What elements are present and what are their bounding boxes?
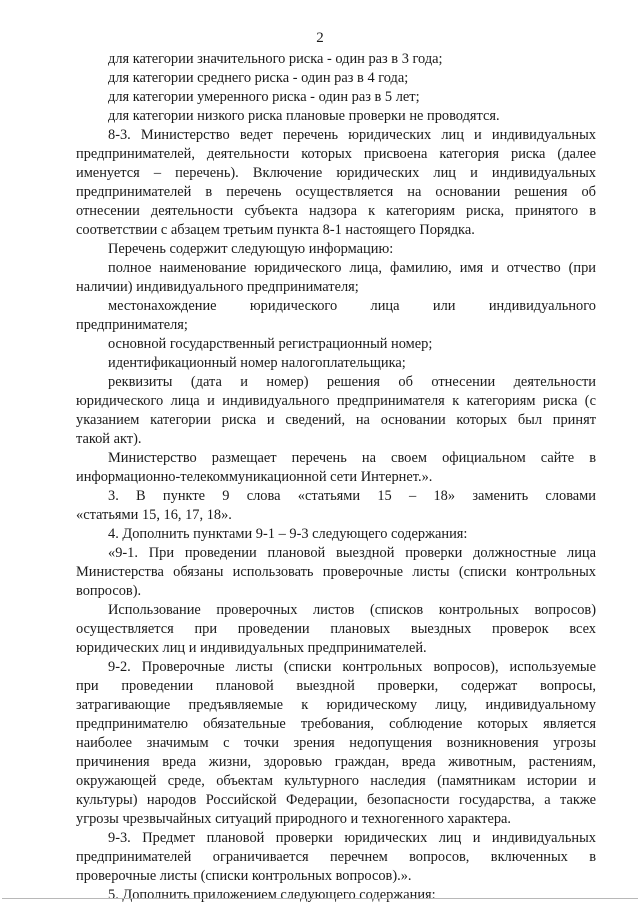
text-line: местонахождение юридического лица или индивидуального	[108, 298, 596, 314]
text-line: проверочные листы (списки контрольных вопросов).».	[76, 868, 412, 884]
text-line: основной государственный регистрационный номер;	[108, 336, 433, 352]
text-line: Министерства обязаны использовать проверочные листы (списки контрольных	[76, 564, 596, 580]
text-line: для категории среднего риска - один раз в 4 года;	[108, 70, 409, 86]
text-line: 9-3. Предмет плановой проверки юридических лиц и индивидуальных	[108, 830, 596, 846]
text-line: полное наименование юридического лица, фамилию, имя и отчество (при	[108, 260, 596, 276]
text-line: юридических лиц и индивидуальных предпринимателей.	[76, 640, 427, 656]
text-line: наличии) индивидуального предпринимателя;	[76, 279, 359, 295]
text-line: осуществляется при проведении плановых выездных проверок всех	[76, 621, 596, 637]
text-line: вопросов).	[76, 583, 142, 599]
text-line: угрозы чрезвычайных ситуаций природного и техногенного характера.	[76, 811, 512, 827]
page-number: 2	[316, 30, 324, 46]
text-line: указанием категории риска и сведений, на основании которых был принят	[76, 412, 596, 428]
text-line: при проведении плановой выездной проверки, содержат вопросы,	[76, 678, 596, 694]
text-line: соответствии с абзацем третьим пункта 8-1 настоящего Порядка.	[76, 222, 475, 238]
text-line: предпринимателей, деятельности которых присвоена категория риска (далее	[76, 146, 596, 162]
text-line: «статьями 15, 16, 17, 18».	[76, 507, 232, 523]
text-line: такой акт).	[76, 431, 142, 447]
text-line: именуется – перечень). Включение юридических лиц и индивидуальных	[76, 165, 596, 181]
text-line: информационно-телекоммуникационной сети Интернет.».	[76, 469, 433, 485]
text-line: 8-3. Министерство ведет перечень юридических лиц и индивидуальных	[108, 127, 596, 143]
text-line: 9-2. Проверочные листы (списки контрольных вопросов), используемые	[108, 659, 596, 675]
text-line: предпринимателю обязательные требования, соблюдение которых является	[76, 716, 596, 732]
text-line: причинения вреда жизни, здоровью граждан, вреда животным, растениям,	[76, 754, 596, 770]
text-line: «9-1. При проведении плановой выездной проверки должностные лица	[108, 545, 596, 561]
text-line: Перечень содержит следующую информацию:	[108, 241, 394, 257]
text-line: юридического лица и индивидуального предпринимателя к категориям риска (с	[76, 393, 596, 409]
text-line: окружающей среде, объектам культурного наследия (памятникам истории и	[76, 773, 596, 789]
text-line: наиболее значимым с точки зрения недопущения возникновения угрозы	[76, 735, 596, 751]
text-line: затрагивающие предъявляемые к юридическому лицу, индивидуальному	[76, 697, 596, 713]
text-line: предпринимателей в перечень осуществляется на основании решения об	[76, 184, 596, 200]
text-line: для категории низкого риска плановые проверки не проводятся.	[108, 108, 500, 124]
text-line: 4. Дополнить пунктами 9-1 – 9-3 следующего содержания:	[108, 526, 468, 542]
document-body	[76, 50, 596, 905]
text-line: предпринимателей ограничивается перечнем вопросов, включенных в	[76, 849, 596, 865]
text-line: 3. В пункте 9 слова «статьями 15 – 18» заменить словами	[108, 488, 596, 504]
text-line: отнесении деятельности субъекта надзора к категориям риска, принятого в	[76, 203, 596, 219]
text-line: предпринимателя;	[76, 317, 188, 333]
text-line: 5. Дополнить приложением следующего содержания:	[108, 887, 436, 903]
text-line: реквизиты (дата и номер) решения об отнесении деятельности	[108, 374, 596, 390]
text-line: для категории значительного риска - один раз в 3 года;	[108, 51, 443, 67]
text-line: Использование проверочных листов (списков контрольных вопросов)	[108, 602, 596, 618]
text-line: Министерство размещает перечень на своем официальном сайте в	[108, 450, 596, 466]
bottom-divider	[2, 898, 638, 899]
text-line: культуры) народов Российской Федерации, безопасности государства, а также	[76, 792, 596, 808]
text-line: идентификационный номер налогоплательщика;	[108, 355, 406, 371]
text-line: для категории умеренного риска - один раз в 5 лет;	[108, 89, 420, 105]
